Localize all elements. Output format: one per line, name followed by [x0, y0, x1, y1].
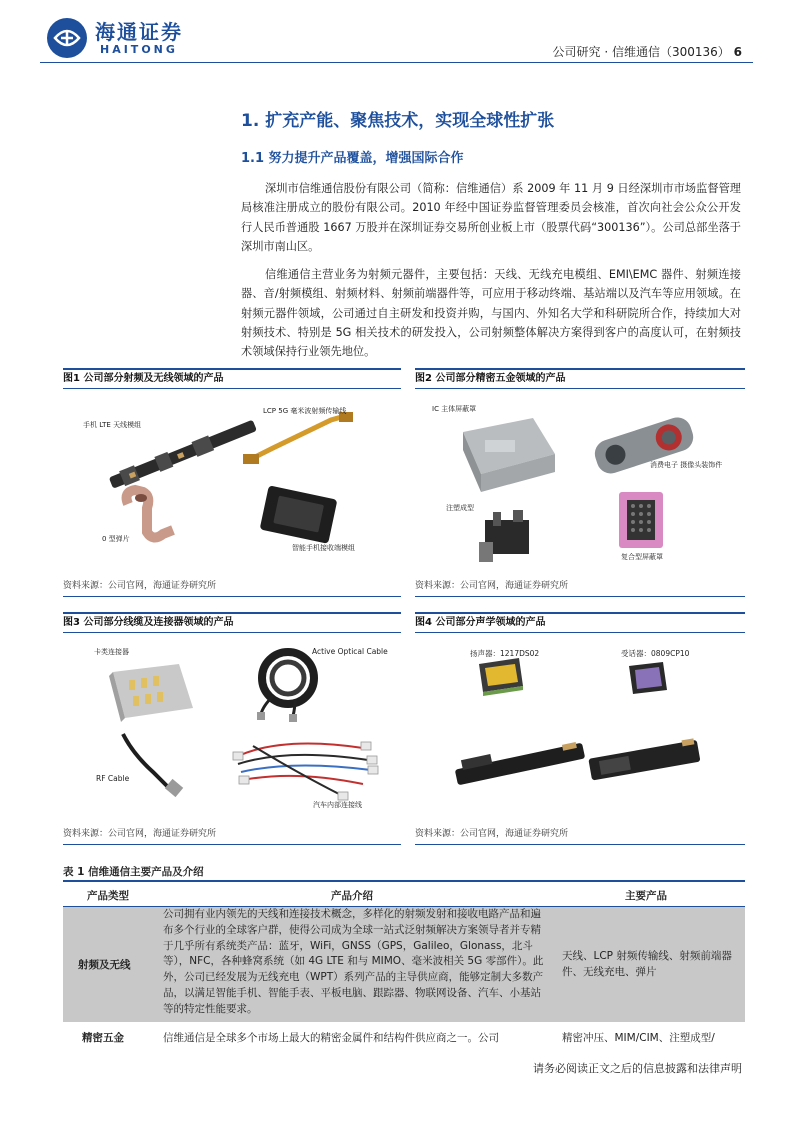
table-header-products: 主要产品	[625, 890, 667, 902]
table-cell-type: 精密五金	[82, 1032, 124, 1044]
table-title: 表 1 信维通信主要产品及介绍	[63, 866, 204, 878]
figure-1-title: 图1 公司部分射频及无线领域的产品	[63, 373, 224, 384]
table-cell-intro: 信维通信是全球多个市场上最大的精密金属件和结构件供应商之一。公司	[163, 1032, 499, 1044]
figure-1-caption-lte: 手机 LTE 天线模组	[83, 421, 142, 429]
table-header-type: 产品类型	[87, 890, 129, 902]
figure-3-source-block	[63, 826, 401, 845]
table-cell-type: 射频及无线	[78, 959, 131, 971]
figure-3-title: 图3 公司部分线缆及连接器领域的产品	[63, 617, 234, 628]
table-cell-intro: 公司拥有业内领先的天线和连接技术概念，多样化的射频发射和接收电路产品和遍布多个行业的全球客户群，使得公司成为全球一站式泛射频解决方案领导者并专精于几乎所有系统类产品：蓝牙，WiFi，GNSS（GPS，Galileo，Glonass，北斗等），NFC，各种蜂窝系统（如 4G LTE 和与 MIMO、毫米波相关 5G 零部件）。此外，公司已经发展为无线充电（WPT）系列产品的主导供应商，能够定制大多数产品，以满足智能手机、智能手表、平板电脑、跟踪器、物联网设备、汽车、小基站等的特定性能要求。	[163, 908, 544, 1015]
figure-2-source-block	[415, 578, 745, 597]
figure-1-caption-spring: 0 型弹片	[102, 535, 130, 543]
figure-3-source: 资料来源：公司官网，海通证券研究所	[63, 829, 217, 839]
page-number: 6	[733, 45, 742, 59]
figure-3-image	[63, 636, 401, 818]
figure-1	[63, 368, 401, 389]
figure-1-source: 资料来源：公司官网，海通证券研究所	[63, 581, 217, 591]
figure-4-title: 图4 公司部分声学领域的产品	[415, 617, 546, 628]
paragraph-main-business: 信维通信主营业务为射频元器件，主要包括：天线、无线充电模组、EMI\EMC 器件、射频连接器、音/射频模组、射频材料、射频前端器件等，可应用于移动终端、基站端以及汽车等应用领域。在射频元器件领域，公司通过自主研发和投资并购，与国内、外知名大学和科研院所合作，持续加大对射频技术、特别是 5G 相关技术的研发投入，公司射频整体解决方案得到客户的高度认可，在射频技术领域保持行业领先地位。	[241, 268, 741, 359]
figure-4-source: 资料来源：公司官网，海通证券研究所	[415, 829, 569, 839]
figure-2	[415, 368, 745, 389]
figure-4-image	[415, 636, 745, 818]
figure-3-caption-aoc: Active Optical Cable	[312, 647, 388, 656]
figure-1-source-block	[63, 578, 401, 597]
figure-4-caption-receiver: 受话器：0809CP10	[621, 649, 690, 658]
table-header-intro: 产品介绍	[331, 890, 373, 902]
figure-2-image	[415, 392, 745, 574]
section-heading: 1. 扩充产能、聚焦技术，实现全球性扩张	[241, 111, 555, 131]
figure-3	[63, 612, 401, 633]
figure-2-caption-molding: 注塑成型	[446, 504, 474, 512]
footer-disclaimer: 请务必阅读正文之后的信息披露和法律声明	[533, 1062, 742, 1075]
logo-english-name: HAITONG	[100, 43, 178, 56]
figure-3-caption-rf-cable: RF Cable	[96, 774, 130, 783]
figure-1-caption-receiver: 智能手机接收端模组	[292, 544, 355, 552]
paragraph-company-intro: 深圳市信维通信股份有限公司（简称：信维通信）系 2009 年 11 月 9 日经深圳市市场监督管理局核准注册成立的股份有限公司。2010 年经中国证券监督管理委员会核准，首次向社会公众公开发行人民币普通股 1667 万股并在深圳证券交易所创业板上市（股票代码“300136”）。公司总部坐落于深圳市南山区。	[241, 182, 741, 253]
figure-2-title: 图2 公司部分精密五金领域的产品	[415, 373, 566, 384]
figure-2-caption-shield: IC 主体屏蔽罩	[432, 405, 477, 413]
header-divider	[40, 62, 753, 63]
figure-3-caption-harness: 汽车内部连接线	[313, 801, 362, 809]
figure-2-caption-camera: 消费电子 摄像头装饰件	[650, 461, 723, 469]
figure-1-caption-lcp: LCP 5G 毫米波射频传输线	[263, 407, 347, 415]
figure-3-caption-card-connector: 卡类连接器	[94, 648, 129, 656]
table-cell-products: 精密冲压、MIM/CIM、注塑成型/	[562, 1032, 715, 1044]
table-cell-products: 天线、LCP 射频传输线、射频前端器件、无线充电、弹片	[562, 950, 732, 978]
figure-2-caption-composite: 复合型屏蔽罩	[621, 553, 663, 561]
subsection-heading: 1.1 努力提升产品覆盖，增强国际合作	[241, 151, 464, 166]
figure-4-source-block	[415, 826, 745, 845]
figure-2-source: 资料来源：公司官网，海通证券研究所	[415, 581, 569, 591]
figure-4-caption-speaker: 扬声器：1217DS02	[470, 649, 540, 658]
report-label: 公司研究 · 信维通信（300136）	[552, 45, 730, 59]
logo-chinese-name: 海通证券	[95, 20, 183, 44]
running-header	[553, 43, 742, 60]
figure-4	[415, 612, 745, 633]
haitong-logo-icon	[47, 18, 87, 58]
table-header-row	[63, 882, 745, 906]
